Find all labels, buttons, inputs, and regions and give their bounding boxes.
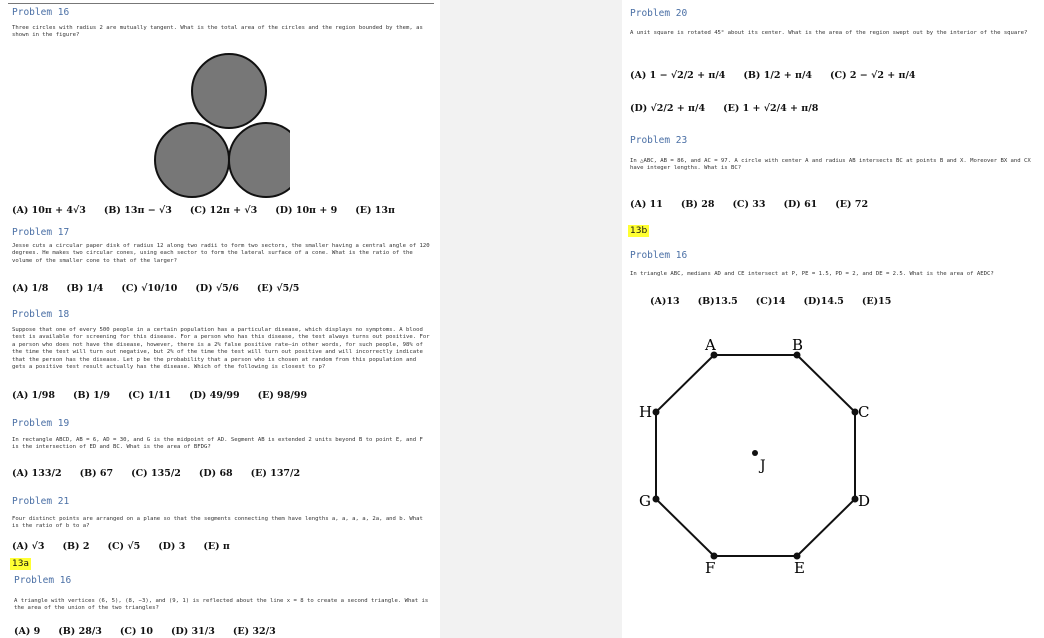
answer-e: (E) 72	[835, 199, 869, 210]
answer-a: (A) 1 − √2/2 + π/4	[630, 70, 726, 81]
answer-c: (C) 33	[732, 199, 766, 210]
answer-choices	[630, 199, 886, 210]
answer-c: (C) 10	[119, 626, 154, 637]
center-point-j	[752, 450, 758, 456]
problem-title: Problem 16	[12, 7, 70, 18]
left-page	[0, 0, 440, 638]
answer-choices	[12, 390, 325, 401]
answer-d: (D) 31/3	[171, 626, 215, 637]
answer-d: (D) 49/99	[189, 390, 240, 401]
answer-e: (E) 137/2	[250, 468, 301, 479]
answer-choices	[12, 468, 318, 479]
answer-b: (B) 1/2 + π/4	[743, 70, 813, 81]
label-f: F	[705, 559, 716, 577]
answer-a: (A) 11	[630, 199, 663, 210]
problem-text: Four distinct points are arranged on a plane so that the segments connecting them have lengths a, a, a, a, 2a, and b. What is the ratio of b to a?	[12, 516, 423, 530]
answer-a: (A) 1/8	[12, 283, 49, 294]
answer-a: (A) 9	[14, 626, 41, 637]
answer-choices	[630, 103, 836, 114]
label-c: C	[858, 403, 870, 421]
vertex-g	[653, 496, 660, 503]
problem-text: In △ABC, AB = 86, and AC = 97. A circle with center A and radius AB intersects BC at points B and X. Moreover BX and CX have integer lengths. What is BC?	[630, 158, 1031, 172]
problem-text: Jesse cuts a circular paper disk of radius 12 along two radii to form two sectors, the smaller having a central angle of 120 degrees. He makes two circular cones, using each sector to form the lateral surface of a cone. What is the ratio of the volume of the smaller cone to that of the larger?	[12, 243, 430, 264]
answer-e: (E) √5/5	[256, 283, 300, 294]
problem-title: Problem 16	[630, 250, 688, 261]
answer-e: (E) 98/99	[257, 390, 308, 401]
answer-a: (A) 1/98	[12, 390, 55, 401]
label-d: D	[858, 492, 871, 510]
answer-c: (C) 2 − √2 + π/4	[830, 70, 916, 81]
problem-title: Problem 16	[14, 575, 72, 586]
circle-right	[229, 123, 290, 197]
problem-title: Problem 21	[12, 496, 70, 507]
answer-b: (B) 1/9	[72, 390, 110, 401]
answer-choices	[650, 296, 909, 307]
vertex-h	[653, 409, 660, 416]
answer-d: (D) 68	[198, 468, 233, 479]
three-circles-figure	[150, 52, 290, 202]
right-page	[622, 0, 1044, 638]
answer-d: (D) 10π + 9	[275, 205, 338, 216]
label-b: B	[792, 336, 804, 354]
answer-d: (D) 61	[783, 199, 818, 210]
answer-d: (D) 3	[158, 541, 186, 552]
page-top-rule	[8, 3, 434, 4]
problem-title: Problem 17	[12, 227, 70, 238]
answer-choices	[12, 541, 248, 552]
problem-text: In triangle ABC, medians AD and CE intersect at P, PE = 1.5, PD = 2, and DE = 2.5. What is the area of AEDC?	[630, 271, 994, 277]
problem-text: Suppose that one of every 500 people in a certain population has a particular disease, which displays no symptoms. A blood test is available for screening for this disease. For a person who has this disease, the test always turns out positive. For a person who does not have the disease, however, there is a 2% false positive rate—in other words, for such people, 98% of the time the test will turn out negative, but 2% of the time the test will turn out positive and will incorrectly indicate that the person has the disease. Let p be the probability that a person who is chosen at random from this population and gets a positive test result actually has the disease. Which of the following is closest to p?	[12, 327, 430, 371]
answer-d: (D) √5/6	[195, 283, 239, 294]
answer-e: (E)15	[861, 296, 892, 307]
answer-b: (B) 28	[680, 199, 715, 210]
answer-c: (C) √5	[107, 541, 141, 552]
label-e: E	[794, 559, 805, 577]
label-j: J	[760, 458, 766, 474]
problem-title: Problem 23	[630, 135, 688, 146]
problem-text: Three circles with radius 2 are mutually tangent. What is the total area of the circles and the region bounded by them, as shown in the figure?	[12, 25, 423, 39]
answer-b: (B) 2	[62, 541, 90, 552]
problem-title: Problem 20	[630, 8, 688, 19]
answer-c: (C) √10/10	[121, 283, 178, 294]
answer-choices	[12, 205, 413, 216]
section-tag: 13b	[630, 226, 648, 236]
answer-d: (D)14.5	[803, 296, 844, 307]
answer-choices	[12, 283, 317, 294]
label-g: G	[639, 492, 651, 510]
problem-text: A triangle with vertices (6, 5), (8, −3), and (9, 1) is reflected about the line x = 8 to create a second triangle. What is the area of the union of the two triangles?	[14, 598, 429, 612]
octagon-figure	[622, 330, 882, 580]
answer-d: (D) √2/2 + π/4	[630, 103, 706, 114]
section-tag: 13a	[12, 559, 29, 569]
answer-a: (A)13	[650, 296, 680, 307]
answer-a: (A) 10π + 4√3	[12, 205, 86, 216]
answer-c: (C) 135/2	[131, 468, 181, 479]
answer-e: (E) π	[203, 541, 230, 552]
answer-b: (B) 28/3	[58, 626, 102, 637]
answer-choices	[14, 626, 294, 637]
problem-title: Problem 18	[12, 309, 70, 320]
problem-title: Problem 19	[12, 418, 70, 429]
answer-b: (B) 1/4	[66, 283, 104, 294]
answer-a: (A) √3	[12, 541, 45, 552]
answer-b: (B)13.5	[697, 296, 738, 307]
circle-left	[155, 123, 229, 197]
label-a: A	[705, 336, 716, 354]
answer-a: (A) 133/2	[12, 468, 62, 479]
circle-top	[192, 54, 266, 128]
answer-c: (C) 1/11	[128, 390, 172, 401]
problem-text: In rectangle ABCD, AB = 6, AD = 30, and G is the midpoint of AD. Segment AB is extended 2 units beyond B to point E, and F is the intersection of ED and BC. What is the area of BFDG?	[12, 437, 423, 451]
page-gutter	[440, 0, 622, 638]
answer-e: (E) 1 + √2/4 + π/8	[723, 103, 819, 114]
answer-choices	[630, 70, 934, 81]
answer-e: (E) 32/3	[232, 626, 276, 637]
answer-c: (C) 12π + √3	[189, 205, 258, 216]
answer-b: (B) 13π − √3	[103, 205, 172, 216]
label-h: H	[639, 403, 653, 421]
answer-c: (C)14	[755, 296, 786, 307]
problem-text: A unit square is rotated 45° about its center. What is the area of the region swept out by the interior of the square?	[630, 30, 1028, 36]
answer-b: (B) 67	[79, 468, 114, 479]
answer-e: (E) 13π	[355, 205, 395, 216]
